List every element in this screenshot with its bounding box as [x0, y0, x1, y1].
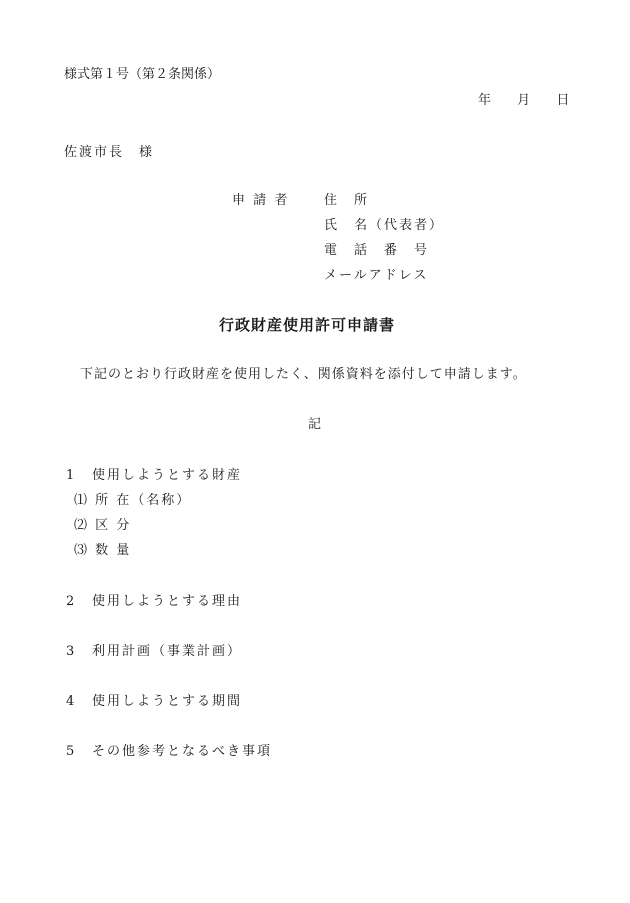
- applicant-field-email: メールアドレス: [324, 268, 429, 283]
- applicant-field-address: 住 所: [324, 193, 370, 208]
- applicant-field-name: 氏 名（代表者）: [324, 218, 445, 233]
- date-year: 年: [478, 93, 492, 108]
- document-title: 行政財産使用許可申請書: [219, 316, 396, 334]
- item-1-number: 1: [66, 468, 75, 483]
- subitem-quantity: ⑶ 数 量: [74, 543, 132, 558]
- date-month: 月: [517, 93, 531, 108]
- form-number: 様式第１号（第２条関係）: [64, 67, 221, 82]
- applicant-label: 申 請 者: [232, 193, 290, 208]
- ki-heading: 記: [308, 417, 322, 432]
- item-4-number: 4: [66, 694, 75, 709]
- applicant-field-phone: 電 話 番 号: [324, 243, 430, 258]
- item-2-text: 使用しようとする理由: [92, 594, 243, 609]
- addressee: 佐渡市長 様: [64, 145, 155, 160]
- subitem-location: ⑴ 所 在（名称）: [74, 493, 192, 508]
- item-1-text: 使用しようとする財産: [92, 468, 243, 483]
- item-3-text: 利用計画（事業計画）: [92, 644, 243, 659]
- item-3-number: 3: [66, 644, 75, 659]
- date-day: 日: [556, 93, 570, 108]
- item-2-number: 2: [66, 594, 75, 609]
- date-line: [478, 94, 569, 107]
- intro-text: 下記のとおり行政財産を使用したく、関係資料を添付して申請します。: [80, 367, 527, 382]
- item-5-number: 5: [66, 744, 75, 759]
- item-5-text: その他参考となるべき事項: [92, 744, 273, 759]
- item-4-text: 使用しようとする期間: [92, 694, 243, 709]
- subitem-classification: ⑵ 区 分: [74, 518, 132, 533]
